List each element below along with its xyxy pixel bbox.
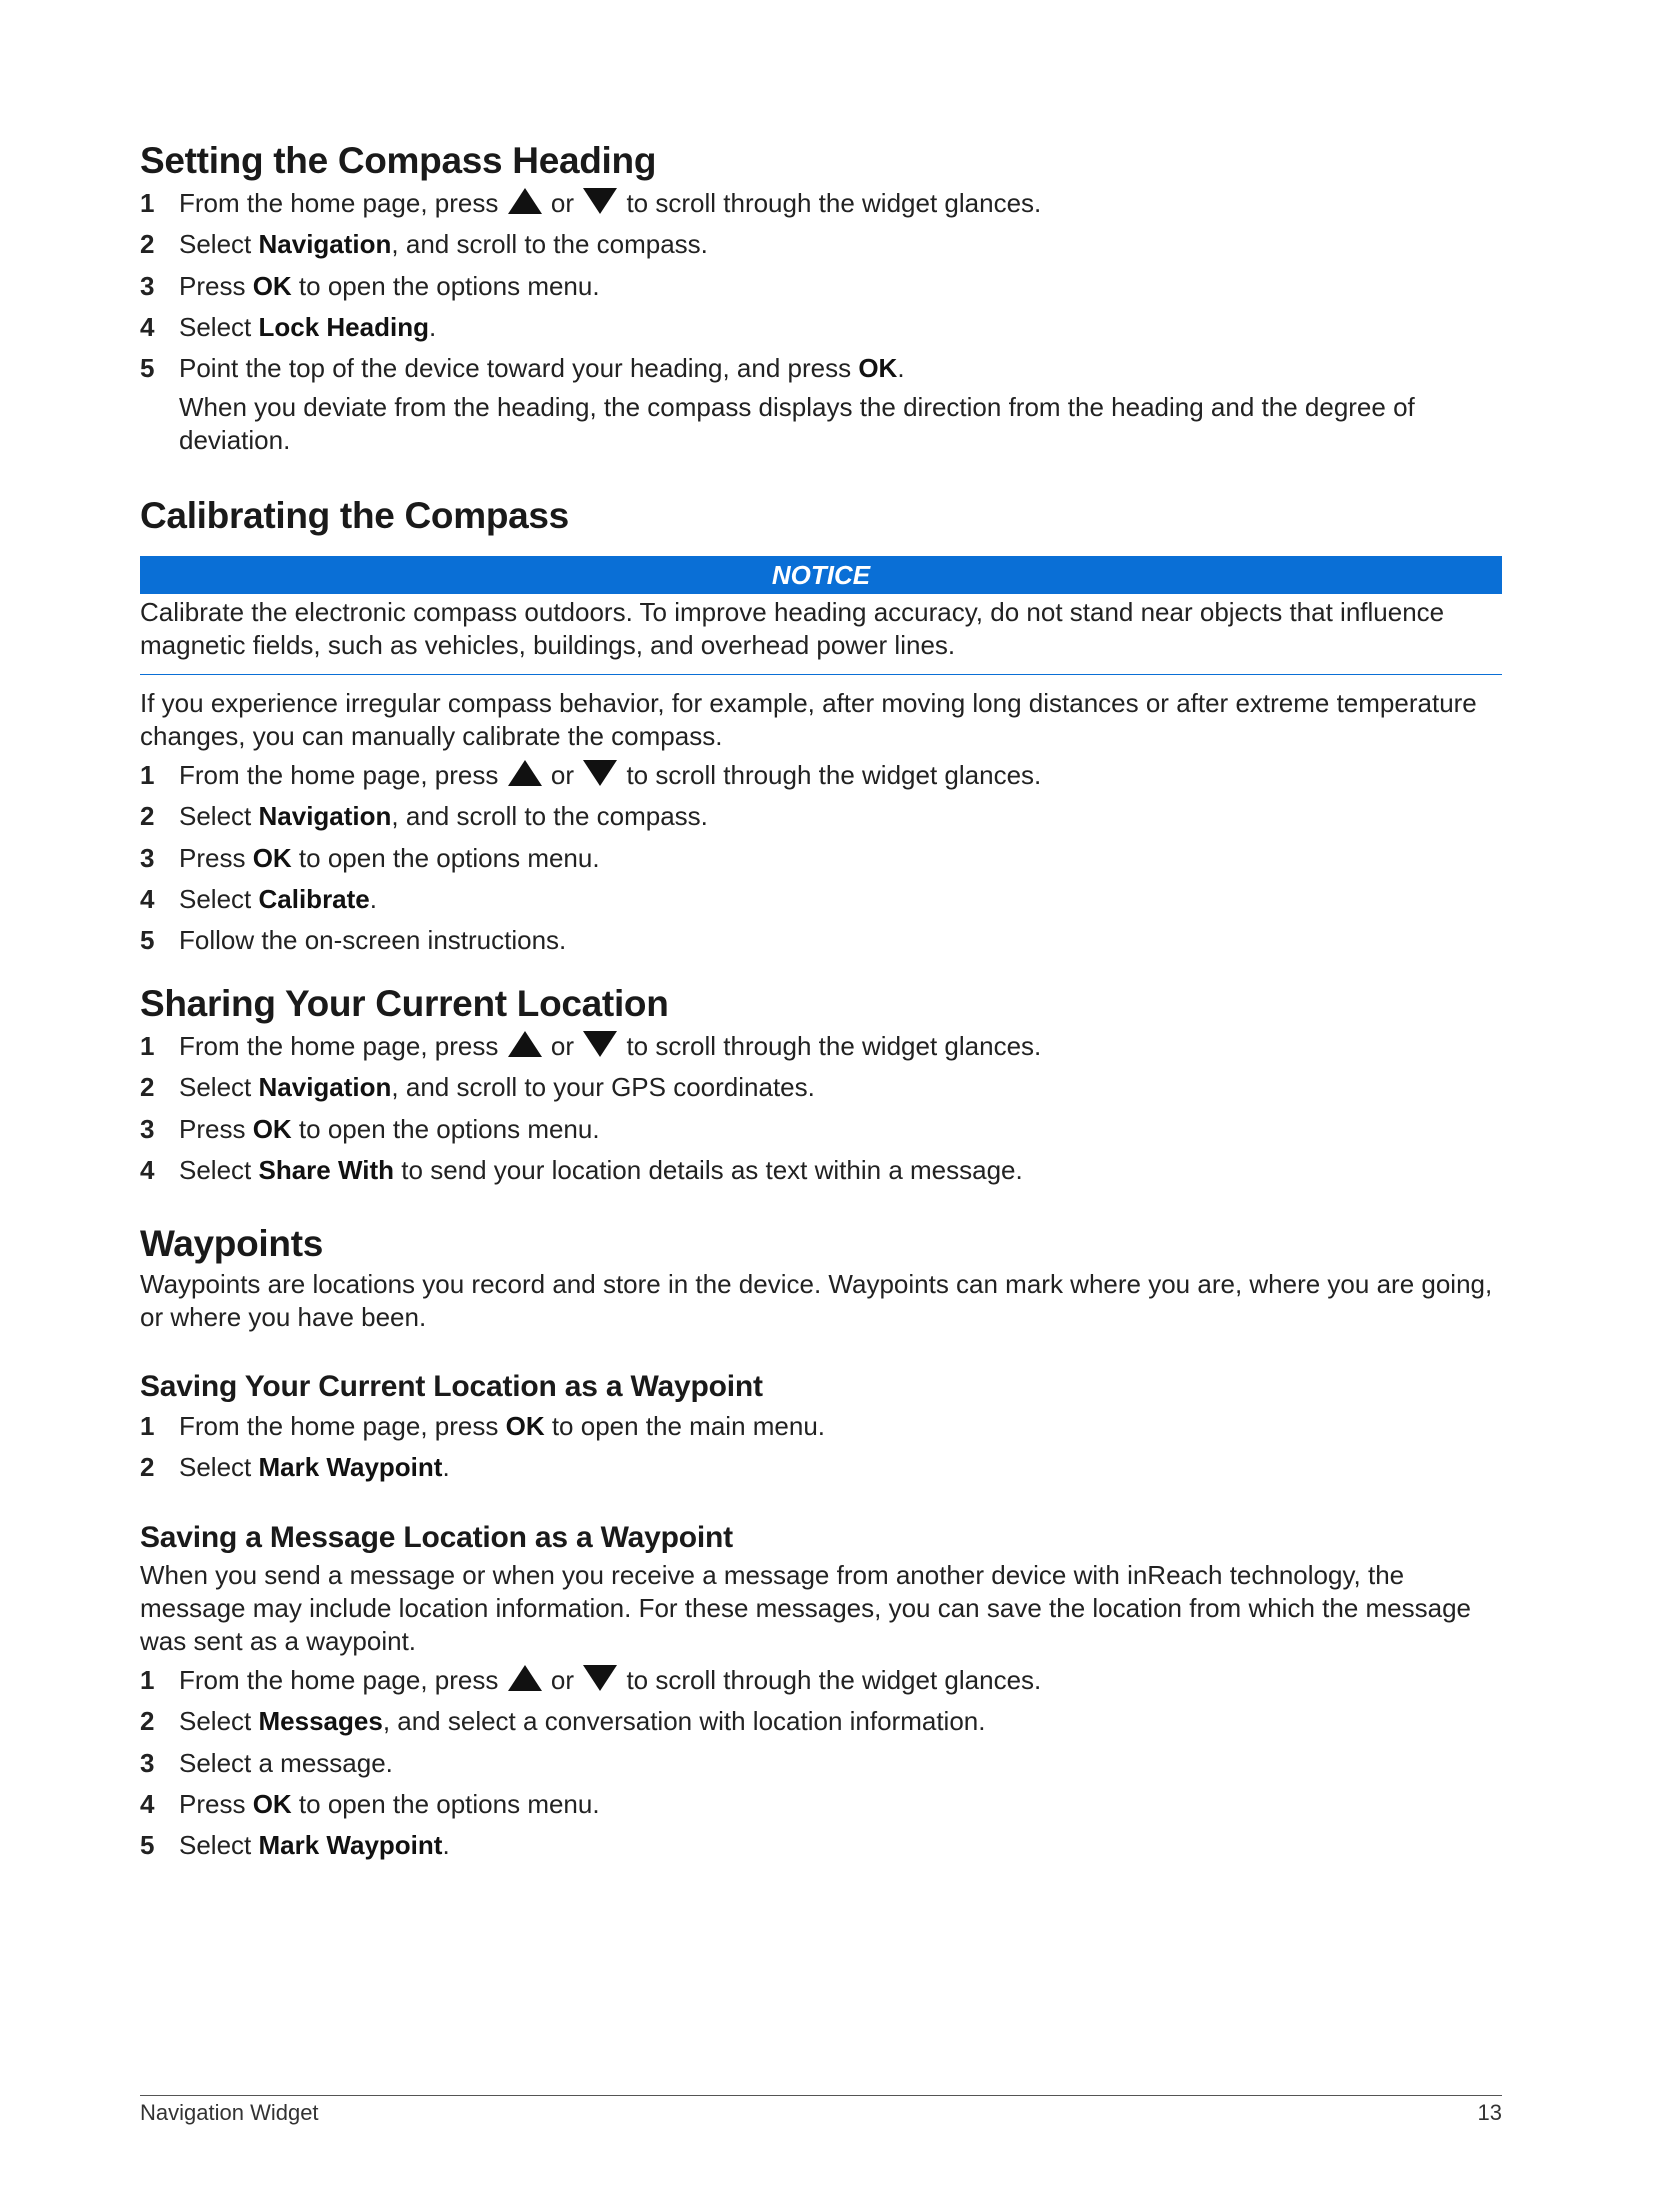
down-arrow-icon [583, 760, 617, 786]
steps-list [140, 1406, 1502, 1489]
list-item: 5 Follow the on-screen instructions. [140, 925, 567, 956]
list-item: 4 Press OK to open the options menu. [140, 1788, 600, 1819]
list-item: 3 Select a message. [140, 1747, 393, 1778]
down-arrow-icon [583, 188, 617, 214]
list-item: 3 Press OK to open the options menu. [140, 1113, 600, 1144]
list-item: 2 Select Navigation, and scroll to the compass. [140, 801, 708, 832]
list-item: 3 Press OK to open the options menu. [140, 842, 600, 873]
list-item: 5 Select Mark Waypoint. [140, 1830, 450, 1861]
down-arrow-icon [583, 1031, 617, 1057]
list-item: 1 From the home page, press OK to open the main menu. [140, 1411, 826, 1441]
list-item: 1 From the home page, press or to scroll through the widget glances. [140, 188, 1042, 218]
up-arrow-icon [508, 188, 542, 214]
steps-list [140, 1660, 1502, 1866]
section-calibrating [140, 494, 1502, 961]
list-item: 1 From the home page, press or to scroll through the widget glances. [140, 1031, 1042, 1061]
list-item: 2 Select Navigation, and scroll to your GPS coordinates. [140, 1072, 815, 1103]
steps-list [140, 1026, 1502, 1191]
notice-text: Calibrate the electronic compass outdoors. To improve heading accuracy, do not stand near objects that influence magnetic fields, such as vehicles, buildings, and overhead power lines. [140, 594, 1502, 675]
section-saving-current [140, 1368, 1502, 1489]
list-item: 2 Select Navigation, and scroll to the compass. [140, 229, 708, 260]
section-compass-heading [140, 139, 1502, 457]
steps-list [140, 183, 1502, 389]
subsection-title: Saving Your Current Location as a Waypoint [140, 1370, 763, 1403]
intro-paragraph: If you experience irregular compass behavior, for example, after moving long distances or after extreme temperature changes, you can manually calibrate the compass. [140, 688, 1477, 751]
step-note: When you deviate from the heading, the compass displays the direction from the heading and the degree of deviation. [179, 392, 1415, 456]
list-item: 2 Select Messages, and select a conversation with location information. [140, 1706, 986, 1737]
list-item: 4 Select Lock Heading. [140, 311, 437, 342]
subsection-title: Saving a Message Location as a Waypoint [140, 1521, 733, 1554]
list-item: 2 Select Mark Waypoint. [140, 1452, 450, 1483]
section-saving-message [140, 1519, 1502, 1866]
list-item: 3 Press OK to open the options menu. [140, 270, 600, 301]
list-item: 1 From the home page, press or to scroll through the widget glances. [140, 1665, 1042, 1695]
steps-list [140, 755, 1502, 961]
section-waypoints [140, 1222, 1502, 1334]
page-number: 13 [1477, 2100, 1502, 2125]
intro-paragraph: Waypoints are locations you record and store in the device. Waypoints can mark where you are, where you are going, or where you have been. [140, 1269, 1493, 1332]
footer-divider [140, 2095, 1502, 2096]
notice-box [140, 556, 1502, 675]
section-title: Waypoints [140, 1223, 323, 1264]
list-item: 5 Point the top of the device toward your heading, and press OK. [140, 353, 905, 384]
notice-label: NOTICE [140, 556, 1502, 594]
list-item: 4 Select Share With to send your location details as text within a message. [140, 1154, 1023, 1185]
up-arrow-icon [508, 1665, 542, 1691]
section-title: Sharing Your Current Location [140, 983, 669, 1024]
section-title: Setting the Compass Heading [140, 140, 657, 181]
up-arrow-icon [508, 760, 542, 786]
list-item: 4 Select Calibrate. [140, 883, 377, 914]
section-title: Calibrating the Compass [140, 495, 569, 536]
footer-section-name: Navigation Widget [140, 2100, 319, 2125]
intro-paragraph: When you send a message or when you receive a message from another device with inReach technology, the message may include location information. For these messages, you can save the location from which the message was sent as a waypoint. [140, 1560, 1472, 1656]
section-sharing [140, 982, 1502, 1191]
down-arrow-icon [583, 1665, 617, 1691]
up-arrow-icon [508, 1031, 542, 1057]
list-item: 1 From the home page, press or to scroll through the widget glances. [140, 760, 1042, 790]
